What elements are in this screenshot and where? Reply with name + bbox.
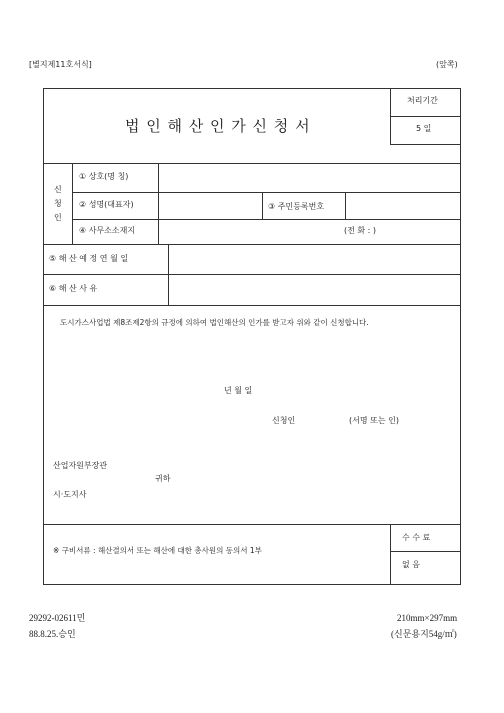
- representative-name-field[interactable]: [160, 194, 260, 217]
- addressee-governor: 시·도지사: [53, 490, 87, 499]
- rule-fee-mid: [390, 551, 461, 552]
- applicant-line: 신청인: [272, 416, 296, 425]
- application-statement: 도시가스사업법 제8조제2항의 규정에 의하여 법인해산의 인가를 받고자 위와 같이 신청합니다.: [60, 318, 369, 327]
- resident-number-field[interactable]: [347, 194, 459, 217]
- vrule-resident-left: [262, 192, 263, 219]
- applicant-label-1: 신: [54, 185, 62, 194]
- date-line: 년 월 일: [224, 386, 253, 395]
- dissolution-date-label: ⑤ 해 산 예 정 연 월 일: [49, 254, 129, 263]
- dissolution-reason-label: ⑥ 해 산 사 유: [49, 284, 98, 293]
- form-number: [별지제11호서식]: [29, 60, 92, 69]
- fee-value: 없 음: [402, 560, 420, 569]
- vrule-fee: [390, 524, 391, 585]
- trade-name-field[interactable]: [160, 165, 458, 190]
- rule-row4: [43, 274, 461, 275]
- processing-period-value: 5 일: [416, 124, 432, 133]
- rule-footer-top: [43, 524, 461, 525]
- rule-processing-mid: [390, 116, 461, 117]
- rule-processing-bottom: [390, 144, 461, 145]
- paper-size: 210mm×297mm: [397, 613, 458, 623]
- form-code: 29292-02611민: [29, 613, 86, 623]
- vrule-label-col: [158, 163, 159, 244]
- phone-label: (전 화 : ): [344, 226, 377, 235]
- rule-row1: [72, 192, 461, 193]
- dissolution-reason-field[interactable]: [170, 276, 459, 303]
- side-indicator: (앞쪽): [436, 60, 458, 69]
- honorific: 귀하: [155, 474, 171, 483]
- addressee-ministry: 산업자원부장관: [53, 461, 108, 470]
- resident-number-label: ③ 주민등록번호: [268, 202, 325, 211]
- approval-date: 88.8.25.승인: [29, 629, 76, 639]
- rule-title-bottom: [43, 163, 461, 164]
- form-title: 법 인 해 산 인 가 신 청 서: [125, 117, 311, 135]
- dissolution-date-field[interactable]: [170, 246, 459, 272]
- signature-note: (서명 또는 인): [349, 416, 399, 425]
- vrule-processing: [390, 88, 391, 144]
- office-address-label: ④ 사무소소재지: [79, 226, 136, 235]
- rule-row2: [72, 219, 461, 220]
- rule-row3: [43, 244, 461, 245]
- vrule-date-reason: [168, 244, 169, 305]
- vrule-resident-right: [345, 192, 346, 219]
- vrule-applicant-group: [72, 163, 73, 244]
- applicant-label-2: 청: [54, 199, 62, 208]
- trade-name-label: ① 상호(명 칭): [79, 172, 129, 181]
- applicant-label-3: 인: [54, 213, 62, 222]
- processing-period-label: 처리기간: [407, 96, 438, 105]
- representative-name-label: ② 성명(대표자): [79, 200, 134, 209]
- office-address-field[interactable]: [160, 221, 340, 242]
- rule-row5: [43, 305, 461, 306]
- paper-type: (신문용지54g/㎡): [391, 629, 457, 639]
- required-documents-note: ※ 구비서류 : 해산결의서 또는 해산에 대한 총사원의 동의서 1부: [53, 546, 262, 555]
- fee-label: 수 수 료: [402, 533, 431, 542]
